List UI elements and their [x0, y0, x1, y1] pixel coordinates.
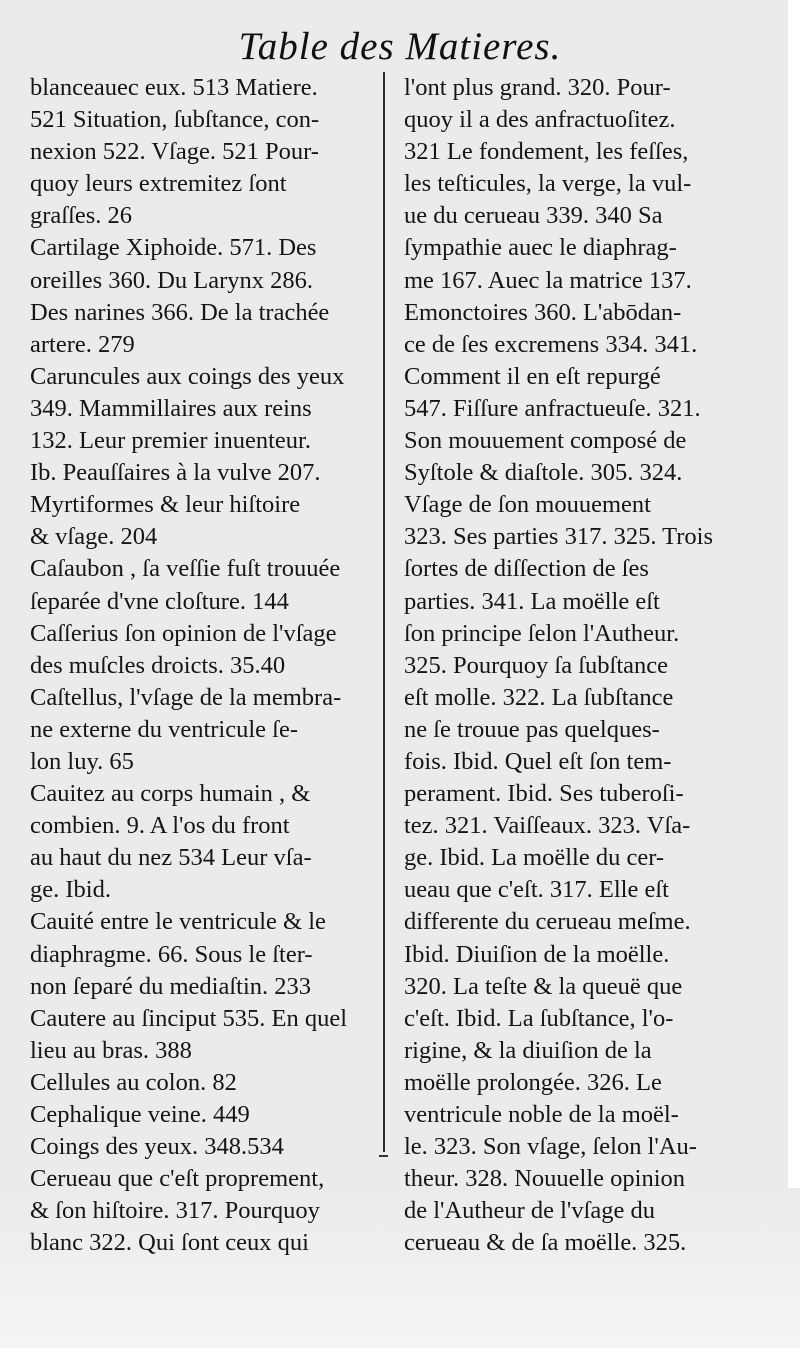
- index-line: quoy leurs extremitez ſont: [30, 170, 287, 198]
- index-line: ce de ſes excremens 334. 341.: [404, 330, 698, 358]
- index-line: le. 323. Son vſage, ſelon l'Au-: [404, 1133, 697, 1161]
- index-line: 547. Fiſſure anfractueuſe. 321.: [404, 394, 701, 422]
- index-line: theur. 328. Nouuelle opinion: [404, 1165, 686, 1193]
- index-line: diaphragme. 66. Sous le ſter-: [30, 940, 313, 968]
- index-line: de l'Autheur de l'vſage du: [404, 1197, 656, 1225]
- index-line: ueau que c'eſt. 317. Elle eſt: [404, 876, 669, 904]
- index-column-left: [30, 72, 370, 1259]
- index-line: perament. Ibid. Ses tuberoſi-: [404, 780, 684, 808]
- index-line: rigine, & la diuiſion de la: [404, 1036, 652, 1064]
- index-line: des muſcles droicts. 35.40: [30, 651, 286, 679]
- index-line: fois. Ibid. Quel eſt ſon tem-: [404, 747, 672, 775]
- index-line: 349. Mammillaires aux reins: [30, 394, 312, 422]
- index-line: Myrtiformes & leur hiſtoire: [30, 491, 301, 519]
- index-line: Caſtellus, l'vſage de la membra-: [30, 683, 342, 711]
- index-line: ue du cerueau 339. 340 Sa: [404, 202, 663, 230]
- index-line: & vſage. 204: [30, 523, 158, 551]
- index-line: combien. 9. A l'os du front: [30, 812, 290, 840]
- index-line: ventricule noble de la moël-: [404, 1101, 679, 1128]
- column-divider: [383, 72, 385, 1152]
- index-line: Son mouuement composé de: [404, 427, 687, 455]
- index-line: 521 Situation, ſubſtance, con-: [30, 106, 320, 134]
- index-line: blanc 322. Qui ſont ceux qui: [30, 1229, 309, 1257]
- index-line: 325. Pourquoy ſa ſubſtance: [404, 651, 669, 679]
- index-line: Cartilage Xiphoide. 571. Des: [30, 234, 317, 262]
- index-line: Des narines 366. De la trachée: [30, 298, 330, 326]
- index-line: Cauitez au corps humain , &: [30, 780, 311, 808]
- index-line: Cautere au ſinciput 535. En quel: [30, 1004, 348, 1032]
- index-line: artere. 279: [30, 330, 135, 358]
- index-line: lieu au bras. 388: [30, 1036, 192, 1064]
- index-line: parties. 341. La moëlle eſt: [404, 587, 660, 615]
- page-edge: [788, 0, 800, 1348]
- column-divider-end: [379, 1155, 388, 1157]
- index-line: differente du cerueau meſme.: [404, 908, 691, 936]
- index-line: ſympathie auec le diaphrag-: [404, 234, 677, 262]
- index-line: oreilles 360. Du Larynx 286.: [30, 266, 314, 294]
- index-line: Cauité entre le ventricule & le: [30, 908, 326, 936]
- index-line: moëlle prolongée. 326. Le: [404, 1068, 662, 1096]
- index-line: blanceauec eux. 513 Matiere.: [30, 74, 318, 101]
- index-line: ſortes de diſſection de ſes: [404, 555, 649, 583]
- index-line: ge. Ibid. La moëlle du cer-: [404, 844, 665, 872]
- index-line: eſt molle. 322. La ſubſtance: [404, 683, 674, 711]
- index-line: ne ſe trouue pas quelques-: [404, 715, 660, 743]
- index-column-right: [404, 72, 734, 1259]
- index-line: 323. Ses parties 317. 325. Trois: [404, 523, 714, 551]
- index-line: Caſſerius ſon opinion de l'vſage: [30, 619, 337, 647]
- index-line: Comment il en eſt repurgé: [404, 362, 661, 390]
- index-line: Cellules au colon. 82: [30, 1068, 237, 1096]
- index-line: au haut du nez 534 Leur vſa-: [30, 844, 312, 872]
- index-line: 321 Le fondement, les feſſes,: [404, 138, 689, 166]
- index-line: Caſaubon , ſa veſſie fuſt trouuée: [30, 555, 341, 583]
- index-line: ge. Ibid.: [30, 876, 111, 904]
- index-line: l'ont plus grand. 320. Pour-: [404, 74, 671, 101]
- index-line: Ib. Peauſſaires à la vulve 207.: [30, 459, 321, 487]
- index-line: me 167. Auec la matrice 137.: [404, 266, 692, 294]
- index-line: graſſes. 26: [30, 202, 133, 230]
- index-line: Emonctoires 360. L'abōdan-: [404, 298, 682, 326]
- index-line: 132. Leur premier inuenteur.: [30, 427, 311, 455]
- index-line: 320. La teſte & la queuë que: [404, 972, 683, 1000]
- index-line: ſeparée d'vne cloſture. 144: [30, 587, 289, 615]
- index-line: les teſticules, la verge, la vul-: [404, 170, 692, 198]
- index-line: c'eſt. Ibid. La ſubſtance, l'o-: [404, 1004, 674, 1032]
- index-line: Caruncules aux coings des yeux: [30, 362, 345, 390]
- index-line: lon luy. 65: [30, 747, 134, 775]
- index-line: nexion 522. Vſage. 521 Pour-: [30, 138, 319, 166]
- index-line: Vſage de ſon mouuement: [404, 491, 651, 519]
- page-title: Table des Matieres.: [238, 25, 562, 68]
- index-line: ne externe du ventricule ſe-: [30, 715, 299, 743]
- index-line: non ſeparé du mediaſtin. 233: [30, 972, 311, 1000]
- index-line: & ſon hiſtoire. 317. Pourquoy: [30, 1197, 320, 1225]
- index-line: Syſtole & diaſtole. 305. 324.: [404, 459, 683, 487]
- index-line: Ibid. Diuiſion de la moëlle.: [404, 940, 670, 968]
- index-line: Coings des yeux. 348.534: [30, 1133, 284, 1161]
- index-line: cerueau & de ſa moëlle. 325.: [404, 1229, 687, 1257]
- index-line: tez. 321. Vaiſſeaux. 323. Vſa-: [404, 812, 691, 840]
- index-line: ſon principe ſelon l'Autheur.: [404, 619, 680, 647]
- index-line: quoy il a des anfractuoſitez.: [404, 106, 676, 134]
- index-line: Cephalique veine. 449: [30, 1101, 250, 1128]
- index-line: Cerueau que c'eſt proprement,: [30, 1165, 325, 1193]
